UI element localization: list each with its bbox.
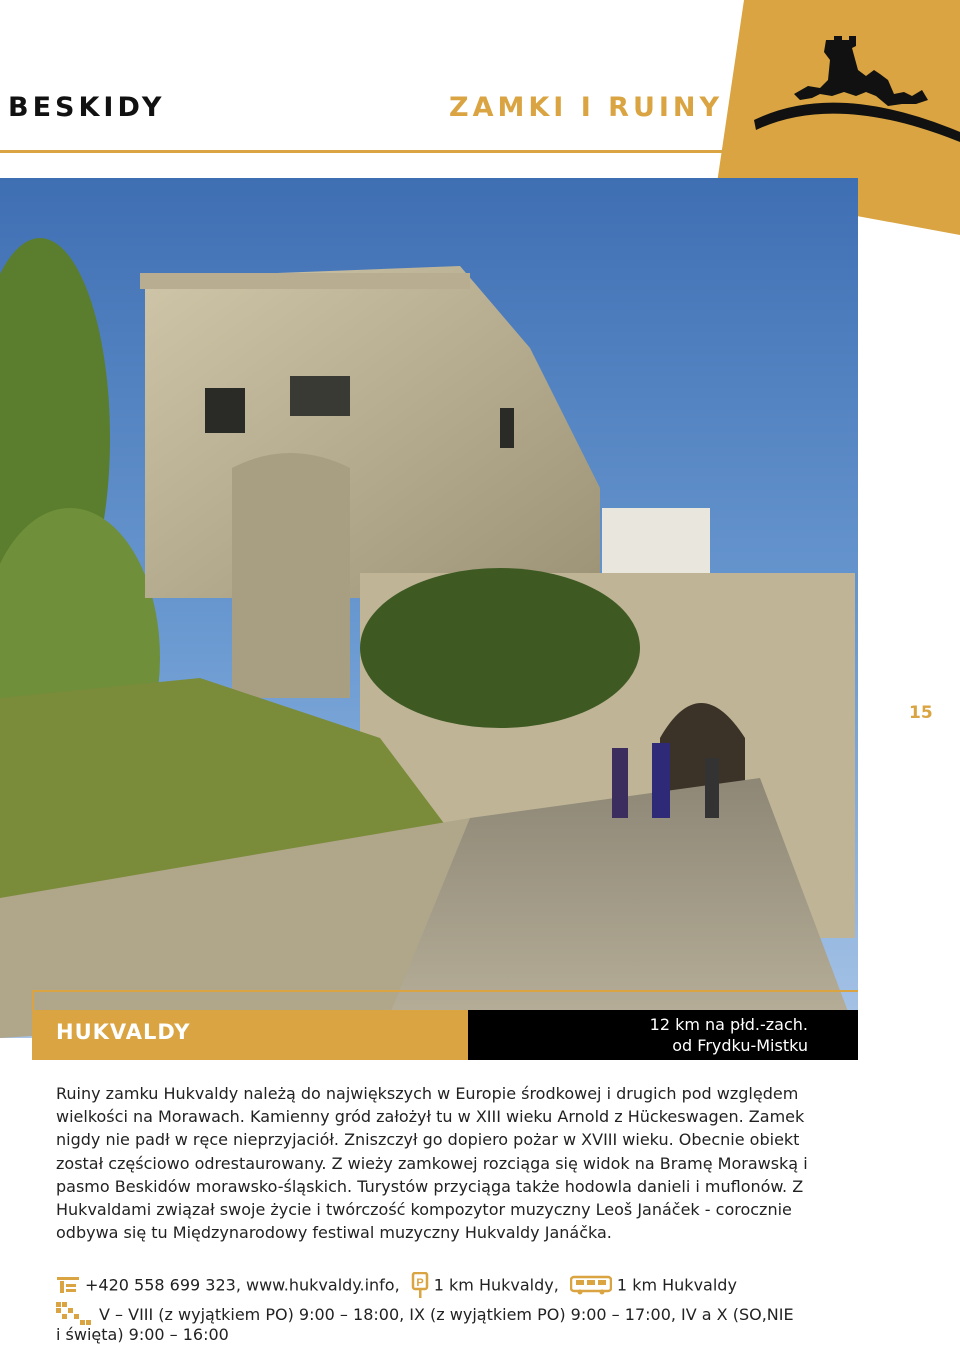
header-rule — [0, 150, 730, 153]
description-text: Ruiny zamku Hukvaldy należą do największych w Europie środkowej i drugich pod względem wielkości na Morawach. Kamienny gród założył tu w XIII wieku Arnold z Hückeswagen. Zamek nigdy nie padł w ręce nieprzyjaciół. Zniszczył go dopiero pożar w XVIII wieku. Obecnie obiekt został częściowo odrestaurowany. Z wieży zamkowej rozciąga się widok na Bramę Morawską i pasmo Beskidów morawsko-śląskich. Turystów przyciąga także hodowla danieli i muflonów. Z Hukvaldami związał swoje życie i twórczość kompozytor muzyczny Leoš Janáček - corocznie odbywa się tu Międzynarodowy festiwal muzyczny Hukvaldy Janáčka. — [56, 1084, 808, 1243]
bus-text: 1 km Hukvaldy — [616, 1275, 737, 1295]
bus-icon — [570, 1275, 612, 1295]
section-title: ZAMKI I RUINY — [449, 92, 724, 123]
info-hours-line — [56, 1302, 794, 1326]
page-number: 15 — [909, 703, 933, 723]
distance-line-1: 12 km na płd.-zach. — [649, 1015, 808, 1034]
parking-icon — [411, 1272, 429, 1298]
place-name: HUKVALDY — [56, 1020, 191, 1044]
castle-ruins-photo — [0, 178, 858, 1038]
parking-text: 1 km Hukvaldy, — [433, 1275, 559, 1295]
hours-line-1: V – VIII (z wyjątkiem PO) 9:00 – 18:00, IX (z wyjątkiem PO) 9:00 – 17:00, IV a X (SO,NIE — [99, 1304, 794, 1324]
distance-line-2: od Frydku-Mistku — [672, 1036, 808, 1055]
contact-text: +420 558 699 323, www.hukvaldy.info, — [85, 1275, 400, 1295]
hours-line-2: i święta) 9:00 – 16:00 — [56, 1325, 229, 1344]
distance-info — [650, 1014, 808, 1056]
region-title: BESKIDY — [8, 92, 166, 123]
info-contact-line — [56, 1272, 737, 1298]
opening-hours-icon — [56, 1302, 92, 1326]
phone-icon — [56, 1275, 80, 1295]
svg-text:P: P — [416, 1277, 424, 1289]
